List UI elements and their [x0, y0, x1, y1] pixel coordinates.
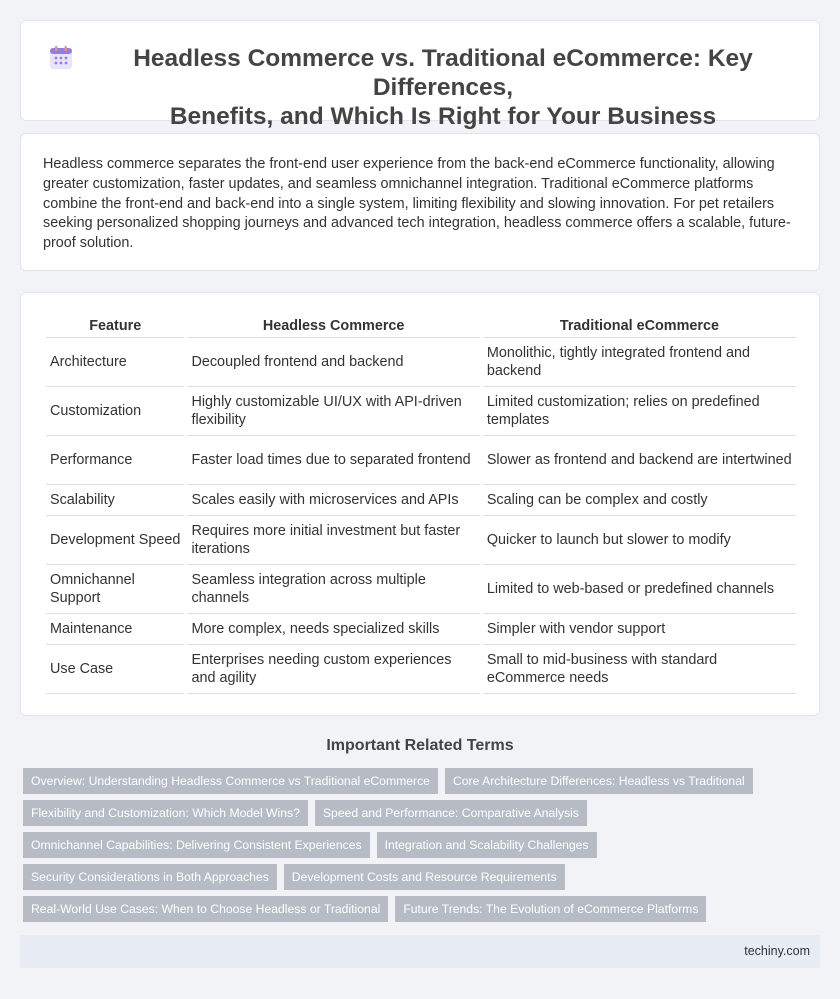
cell-traditional: Simpler with vendor support	[483, 614, 796, 645]
cell-headless: Seamless integration across multiple channels	[187, 565, 479, 614]
table-row	[46, 565, 796, 614]
cell-traditional: Limited to web-based or predefined channels	[483, 565, 796, 614]
tag-row	[23, 864, 813, 890]
intro-paragraph: Headless commerce separates the front-end user experience from the back-end eCommerce functionality, allowing greater customization, faster updates, and seamless omnichannel integration. Traditional eCommerce platforms combine the front-end and back-end into a single system, limiting flexibility and slowing innovation. For pet retailers seeking personalized shopping journeys and advanced tech integration, headless commerce offers a scalable, future-proof solution.	[43, 156, 791, 252]
table-header-row	[46, 317, 796, 338]
related-term-tag[interactable]: Future Trends: The Evolution of eCommerce Platforms	[395, 896, 706, 922]
table-row	[46, 516, 796, 565]
page-title	[88, 44, 798, 131]
related-term-tag[interactable]: Security Considerations in Both Approaches	[23, 864, 277, 890]
footer-site-link[interactable]: techiny.com	[744, 944, 810, 958]
cell-feature: Performance	[46, 436, 184, 485]
related-term-tag[interactable]: Flexibility and Customization: Which Model Wins?	[23, 800, 308, 826]
intro-card	[20, 133, 820, 271]
cell-headless: Highly customizable UI/UX with API-driven flexibility	[187, 387, 479, 436]
related-term-tag[interactable]: Overview: Understanding Headless Commerce vs Traditional eCommerce	[23, 768, 438, 794]
header-headless: Headless Commerce	[187, 317, 479, 338]
cell-headless: Decoupled frontend and backend	[187, 338, 479, 387]
tag-row	[23, 768, 813, 794]
comparison-table-card	[20, 292, 820, 716]
cell-traditional: Monolithic, tightly integrated frontend and backend	[483, 338, 796, 387]
page-title-line2: Benefits, and Which Is Right for Your Business	[169, 103, 717, 130]
page-title-line1: Headless Commerce vs. Traditional eCommerce: Key Differences,	[133, 45, 753, 101]
related-term-tag[interactable]: Real-World Use Cases: When to Choose Headless or Traditional	[23, 896, 388, 922]
table-row	[46, 338, 796, 387]
cell-feature: Scalability	[46, 485, 184, 516]
comparison-table	[43, 317, 799, 694]
cell-traditional: Small to mid-business with standard eCommerce needs	[483, 645, 796, 694]
header-traditional: Traditional eCommerce	[483, 317, 796, 338]
table-row	[46, 614, 796, 645]
related-term-tag[interactable]: Omnichannel Capabilities: Delivering Consistent Experiences	[23, 832, 370, 858]
cell-feature: Omnichannel Support	[46, 565, 184, 614]
cell-traditional: Scaling can be complex and costly	[483, 485, 796, 516]
cell-feature: Architecture	[46, 338, 184, 387]
tag-row	[23, 800, 813, 826]
related-terms-heading: Important Related Terms	[326, 737, 514, 754]
cell-feature: Customization	[46, 387, 184, 436]
cell-traditional: Limited customization; relies on predefined templates	[483, 387, 796, 436]
cell-feature: Development Speed	[46, 516, 184, 565]
related-term-tag[interactable]: Core Architecture Differences: Headless vs Traditional	[445, 768, 753, 794]
table-row	[46, 645, 796, 694]
related-term-tag[interactable]: Development Costs and Resource Requirements	[284, 864, 565, 890]
table-row	[46, 387, 796, 436]
table-row	[46, 485, 796, 516]
cell-headless: Enterprises needing custom experiences and agility	[187, 645, 479, 694]
cell-headless: Faster load times due to separated frontend	[187, 436, 479, 485]
cell-feature: Use Case	[46, 645, 184, 694]
header-feature: Feature	[46, 317, 184, 338]
cell-headless: More complex, needs specialized skills	[187, 614, 479, 645]
cell-headless: Scales easily with microservices and APIs	[187, 485, 479, 516]
related-term-tag[interactable]: Speed and Performance: Comparative Analysis	[315, 800, 587, 826]
calendar-icon	[48, 45, 74, 71]
tag-row	[23, 896, 813, 922]
cell-traditional: Quicker to launch but slower to modify	[483, 516, 796, 565]
footer	[20, 935, 820, 968]
tag-row	[23, 832, 813, 858]
cell-feature: Maintenance	[46, 614, 184, 645]
related-term-tag[interactable]: Integration and Scalability Challenges	[377, 832, 597, 858]
table-row	[46, 436, 796, 485]
related-terms-list	[23, 768, 813, 928]
cell-traditional: Slower as frontend and backend are intertwined	[483, 436, 796, 485]
cell-headless: Requires more initial investment but faster iterations	[187, 516, 479, 565]
